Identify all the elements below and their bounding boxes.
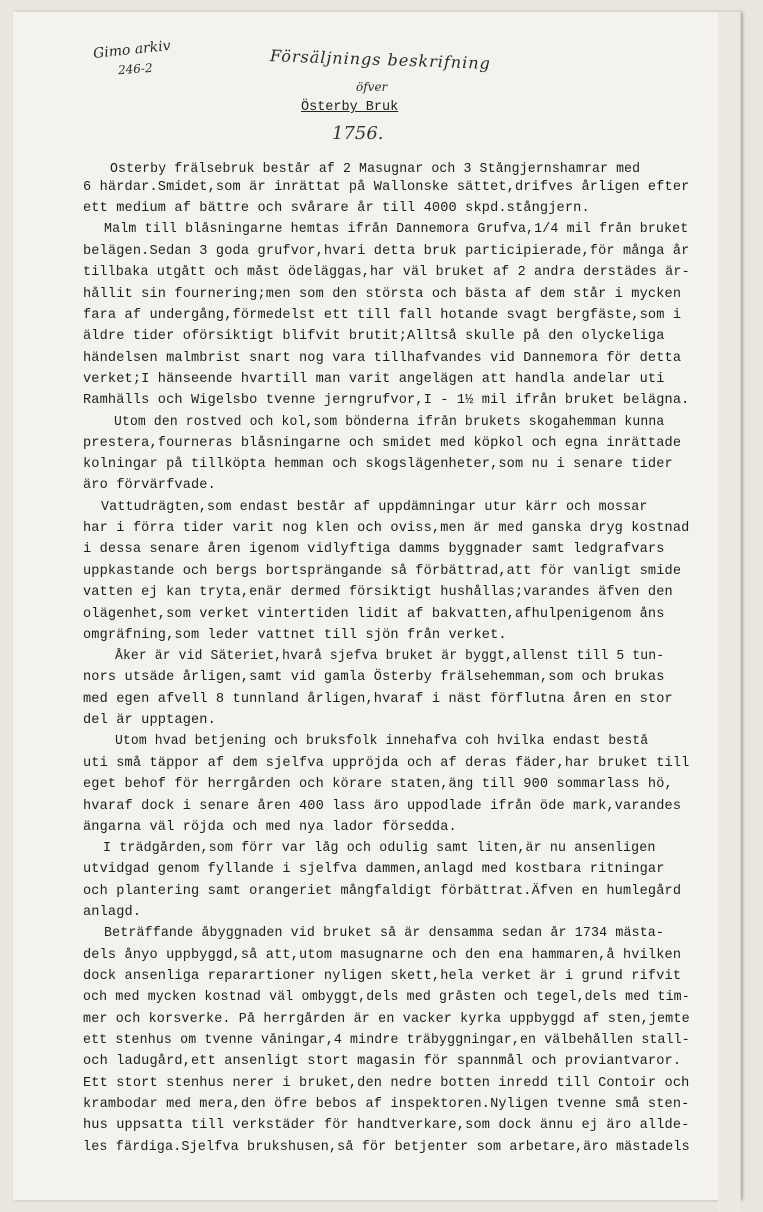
text-line: hållit sin fournering;men som den största och bästa af dem står i mycken (83, 287, 682, 302)
text-line: Vattudrägten,som endast består af uppdämningar utur kärr och mossar (101, 500, 648, 515)
text-line: med egen afvell 8 tunnland årligen,hvaraf i näst förflutna åren en stor (83, 692, 673, 707)
text-line: vatten ej kan tryta,enär dermed försiktigt hushållas;varandes äfven den (83, 585, 673, 600)
text-line: Åker är vid Säteriet,hvarå sjefva bruket är byggt,allenst till 5 tun- (115, 649, 665, 664)
text-line: Utom den rostved och kol,som bönderna ifrån brukets skogahemman kunna (114, 415, 665, 430)
text-line: krambodar med mera,den öfre bebos af inspektoren.Nyligen tvenne små sten- (83, 1097, 690, 1112)
text-line: anlagd. (83, 905, 142, 920)
text-line: prestera,fourneras blåsningarne och smidet med köpkol och egna inrättade (83, 436, 682, 451)
text-line: hvaraf dock i senare åren 400 lass äro uppodlade ifrån öde mark,varandes (83, 799, 682, 814)
text-line: hus uppsatta till verkstäder för handtverkare,som dock ännu ej äro allde- (83, 1118, 690, 1133)
text-line: Utom hvad betjening och bruksfolk innehafva coh hvilka endast bestå (115, 734, 649, 749)
text-line: olägenhet,som verket vintertiden lidit af bakvatten,afhulpenigenom åns (83, 607, 665, 622)
text-line: dock ansenliga reparartioner nyligen skett,hela verket är i grund rifvit (83, 969, 682, 984)
text-line: Beträffande åbyggnaden vid bruket så är densamma sedan år 1734 mästa- (104, 926, 665, 941)
text-line: tillbaka utgått och måst ödeläggas,har väl bruket af 2 andra derstädes är- (83, 265, 690, 280)
text-line: och ladugård,ett ansenligt stort magasin för spannmål och proviantvaror. (83, 1054, 682, 1069)
text-line: belägen.Sedan 3 goda grufvor,hvari detta bruk participierade,för många år (83, 244, 690, 259)
text-line: i dessa senare åren igenom vidlyftiga damms byggnader samt ledgrafvars (83, 542, 665, 557)
text-line: del är upptagen. (83, 713, 216, 728)
text-line: dels ånyo uppbyggd,så att,utom masugnarne och den ena hammaren,å hvilken (83, 948, 682, 963)
text-line: och plantering samt orangeriet mångfaldigt förbättrat.Äfven en humlegård (83, 884, 682, 899)
text-line: eget behof för herrgården och körare staten,äng till 900 sommarlass hö, (83, 777, 673, 792)
text-line: ett medium af bättre och svårare år till 4000 skpd.stångjern. (83, 201, 590, 216)
text-line: ett stenhus om tvenne våningar,4 mindre träbyggningar,en välbehållen stall- (83, 1033, 690, 1048)
text-line: händelsen malmbrist snart nog vara tillhafvandes vid Dannemora för detta (83, 351, 682, 366)
text-line: och med mycken kostnad väl ombyggt,dels med gråsten och tegel,dels med tim- (83, 990, 690, 1005)
text-line: Malm till blåsningarne hemtas ifrån Dannemora Grufva,1/4 mil från bruket (104, 222, 689, 237)
text-line: les färdiga.Sjelfva brukshusen,så för betjenter som arbetare,äro mästadels (83, 1140, 690, 1155)
text-line: uppkastande och bergs bortsprängande så förbättrad,att för vanligt smide (83, 564, 682, 579)
handwritten-subtitle: öfver (356, 80, 388, 94)
text-line: kolningar på tillköpta hemman och skogslägenheter,som nu i senare tider (83, 457, 673, 472)
page-edge (718, 12, 740, 1212)
text-line: 6 härdar.Smidet,som är inrättat på Wallonske sättet,drifves årligen efter (83, 180, 690, 195)
text-line: verket;I hänseende hvartill man varit angelägen att handla andelar uti (83, 372, 665, 387)
text-line: utvidgad genom fyllande i sjelfva dammen,anlagd med kostbara ritningar (83, 862, 665, 877)
text-line: Österby frälsebruk består af 2 Masugnar och 3 Stångjernshamrar med (110, 162, 641, 177)
text-line: äldre tider oförsiktigt blifvit brutit;Alltså skulle på den olyckeliga (83, 329, 665, 344)
archive-number: 246-2 (117, 60, 154, 78)
text-line: Ett stort stenhus nerer i bruket,den nedre botten inredd till Contoir och (83, 1076, 690, 1091)
text-line: I trädgården,som förr var låg och odulig samt liten,är nu ansenligen (103, 841, 656, 856)
text-line: nors utsäde årligen,samt vid gamla Österby frälsehemman,som och brukas (83, 670, 665, 685)
text-line: mer och korsverke. På herrgården är en vacker kyrka uppbyggd af sten,jemte (83, 1012, 690, 1027)
text-line: fara af undergång,förmedelst ett till fall hotande svagt bergfäste,som i (83, 308, 682, 323)
text-line: uti små täppor af dem sjelfva uppröjda och af deras fäder,har bruket till (83, 756, 690, 771)
archive-note: Gimo arkiv (92, 37, 172, 63)
text-line: Ramhälls och Wigelsbo tvenne jerngrufvor,I - 1½ mil ifrån bruket belägna. (83, 393, 690, 408)
text-line: ängarna väl röjda och med nya lador försedda. (83, 820, 457, 835)
text-line: har i förra tider varit nog klen och oviss,men är med ganska dryg kostnad (83, 521, 690, 536)
typed-title: Österby Bruk (301, 100, 399, 115)
handwritten-title: Försäljnings beskrifning (269, 46, 492, 73)
text-line: äro förvärfvade. (83, 478, 216, 493)
text-line: omgräfning,som leder vattnet till sjön från verket. (83, 628, 507, 643)
handwritten-year: 1756. (332, 123, 384, 144)
